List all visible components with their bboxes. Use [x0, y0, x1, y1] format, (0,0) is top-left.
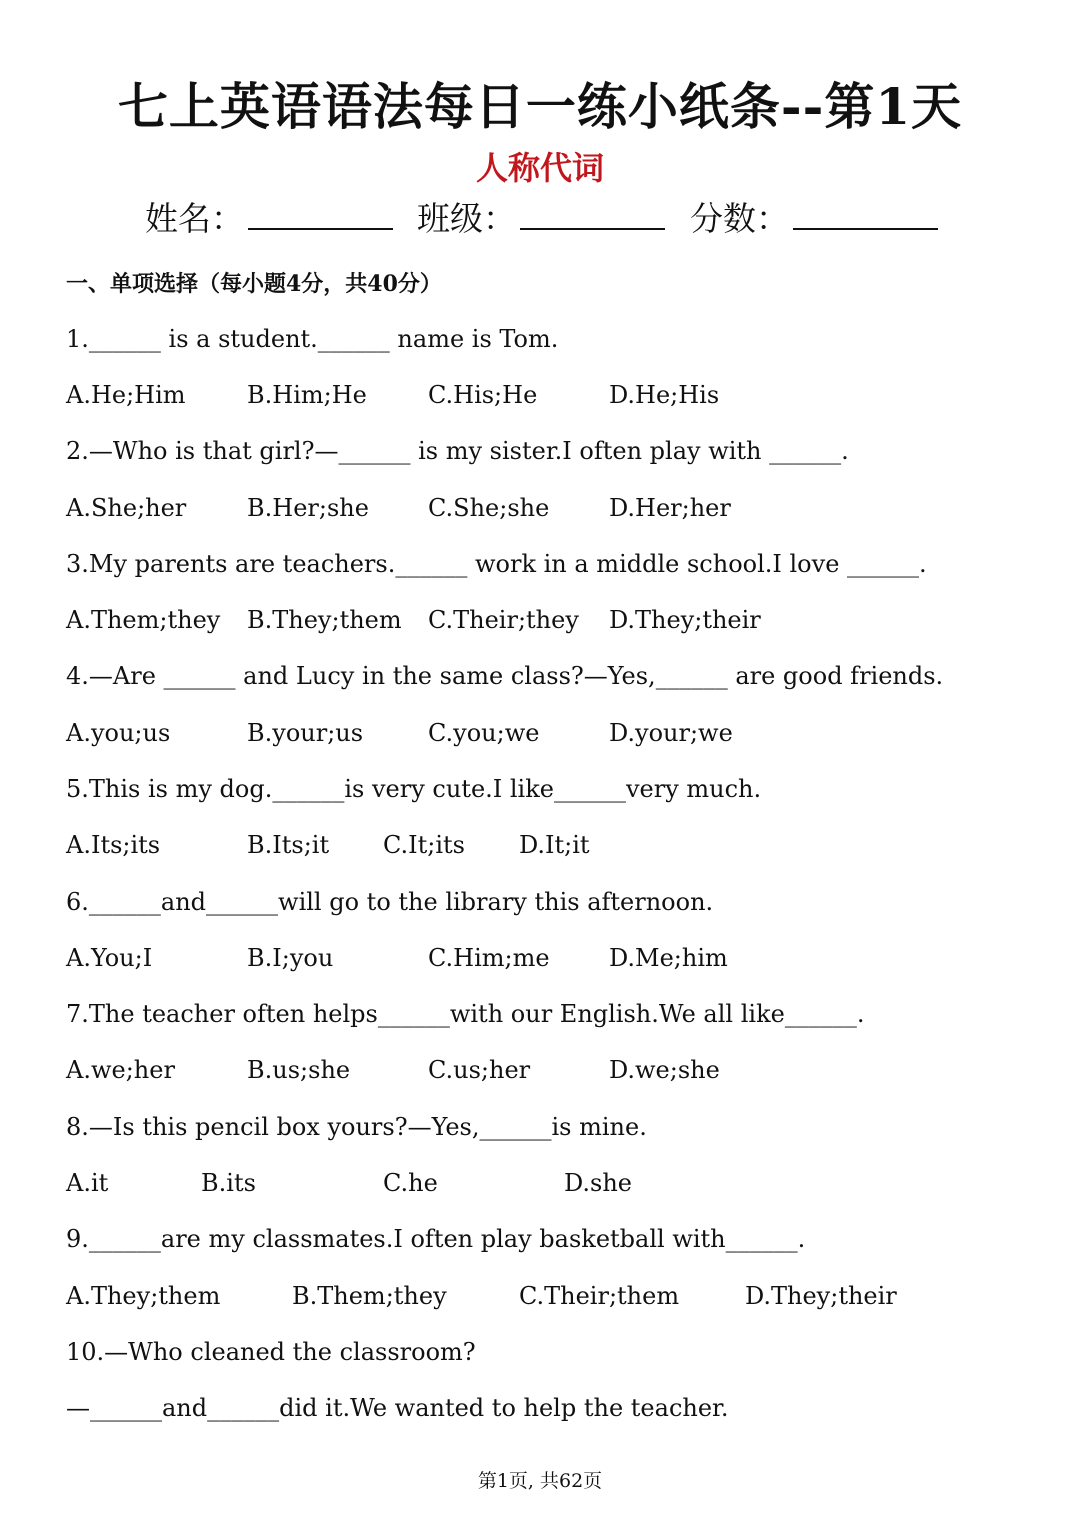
question-2: 2.—Who is that girl?—______ is my sister.I often play with ______.	[66, 437, 849, 465]
option-b[interactable]: B.Him;He	[247, 381, 367, 409]
score-field	[690, 192, 938, 244]
option-d[interactable]: D.we;she	[609, 1056, 720, 1084]
score-label: 分数：	[690, 199, 789, 238]
option-a[interactable]: A.They;them	[66, 1282, 221, 1310]
option-a[interactable]: A.we;her	[66, 1056, 175, 1084]
option-d[interactable]: D.your;we	[609, 719, 733, 747]
question-4: 4.—Are ______ and Lucy in the same class?—Yes,______ are good friends.	[66, 662, 944, 690]
option-c[interactable]: C.Their;them	[519, 1282, 680, 1310]
question-7-options	[66, 1053, 1026, 1087]
option-a[interactable]: A.He;Him	[66, 381, 186, 409]
question-2-options	[66, 491, 1026, 525]
option-b[interactable]: B.Its;it	[247, 831, 330, 859]
question-3-options	[66, 603, 1026, 637]
option-b[interactable]: B.us;she	[247, 1056, 351, 1084]
class-field	[417, 192, 665, 244]
question-10-continuation: —______and______did it.We wanted to help the teacher.	[66, 1394, 729, 1422]
option-c[interactable]: C.His;He	[428, 381, 538, 409]
option-c[interactable]: C.Their;they	[428, 606, 579, 634]
question-10: 10.—Who cleaned the classroom?	[66, 1338, 476, 1366]
question-7: 7.The teacher often helps______with our English.We all like______.	[66, 1000, 865, 1028]
option-b[interactable]: B.Her;she	[247, 494, 369, 522]
class-blank[interactable]	[520, 192, 665, 230]
question-4-options	[66, 716, 1026, 750]
option-c[interactable]: C.you;we	[428, 719, 540, 747]
question-6-options	[66, 941, 1026, 975]
name-label: 姓名：	[145, 199, 244, 238]
section-title: 一、单项选择（每小题4分，共40分）	[66, 271, 442, 297]
option-a[interactable]: A.you;us	[66, 719, 171, 747]
option-a[interactable]: A.Its;its	[66, 831, 161, 859]
worksheet-title: 七上英语语法每日一练小纸条--第1天	[117, 77, 963, 136]
page-number: 第1页, 共62页	[477, 1470, 603, 1492]
option-d[interactable]: D.Her;her	[609, 494, 731, 522]
name-blank[interactable]	[248, 192, 393, 230]
option-c[interactable]: C.It;its	[383, 831, 465, 859]
option-d[interactable]: D.she	[564, 1169, 632, 1197]
question-5-options	[66, 828, 1026, 862]
option-b[interactable]: B.your;us	[247, 719, 364, 747]
class-label: 班级：	[417, 199, 516, 238]
option-d[interactable]: D.Me;him	[609, 944, 728, 972]
question-8: 8.—Is this pencil box yours?—Yes,______is mine.	[66, 1113, 647, 1141]
option-a[interactable]: A.She;her	[66, 494, 187, 522]
option-d[interactable]: D.They;their	[745, 1282, 897, 1310]
score-blank[interactable]	[793, 192, 938, 230]
option-c[interactable]: C.us;her	[428, 1056, 531, 1084]
option-c[interactable]: C.he	[383, 1169, 438, 1197]
worksheet-subtitle: 人称代词	[475, 149, 604, 187]
question-5: 5.This is my dog.______is very cute.I like______very much.	[66, 775, 762, 803]
question-6: 6.______and______will go to the library this afternoon.	[66, 888, 714, 916]
option-b[interactable]: B.Them;they	[292, 1282, 447, 1310]
question-1-options	[66, 378, 1026, 412]
question-9: 9.______are my classmates.I often play basketball with______.	[66, 1225, 806, 1253]
question-3: 3.My parents are teachers.______ work in a middle school.I love ______.	[66, 550, 927, 578]
option-b[interactable]: B.They;them	[247, 606, 402, 634]
name-field	[145, 192, 393, 244]
option-a[interactable]: A.You;I	[66, 944, 153, 972]
question-9-options	[66, 1279, 1026, 1313]
option-c[interactable]: C.Him;me	[428, 944, 550, 972]
option-d[interactable]: D.He;His	[609, 381, 720, 409]
option-d[interactable]: D.It;it	[519, 831, 590, 859]
question-1: 1.______ is a student.______ name is Tom.	[66, 325, 559, 353]
option-c[interactable]: C.She;she	[428, 494, 550, 522]
option-d[interactable]: D.They;their	[609, 606, 761, 634]
student-info-row	[145, 192, 965, 242]
option-b[interactable]: B.I;you	[247, 944, 334, 972]
question-8-options	[66, 1166, 1026, 1200]
option-b[interactable]: B.its	[201, 1169, 256, 1197]
option-a[interactable]: A.Them;they	[66, 606, 221, 634]
option-a[interactable]: A.it	[66, 1169, 109, 1197]
